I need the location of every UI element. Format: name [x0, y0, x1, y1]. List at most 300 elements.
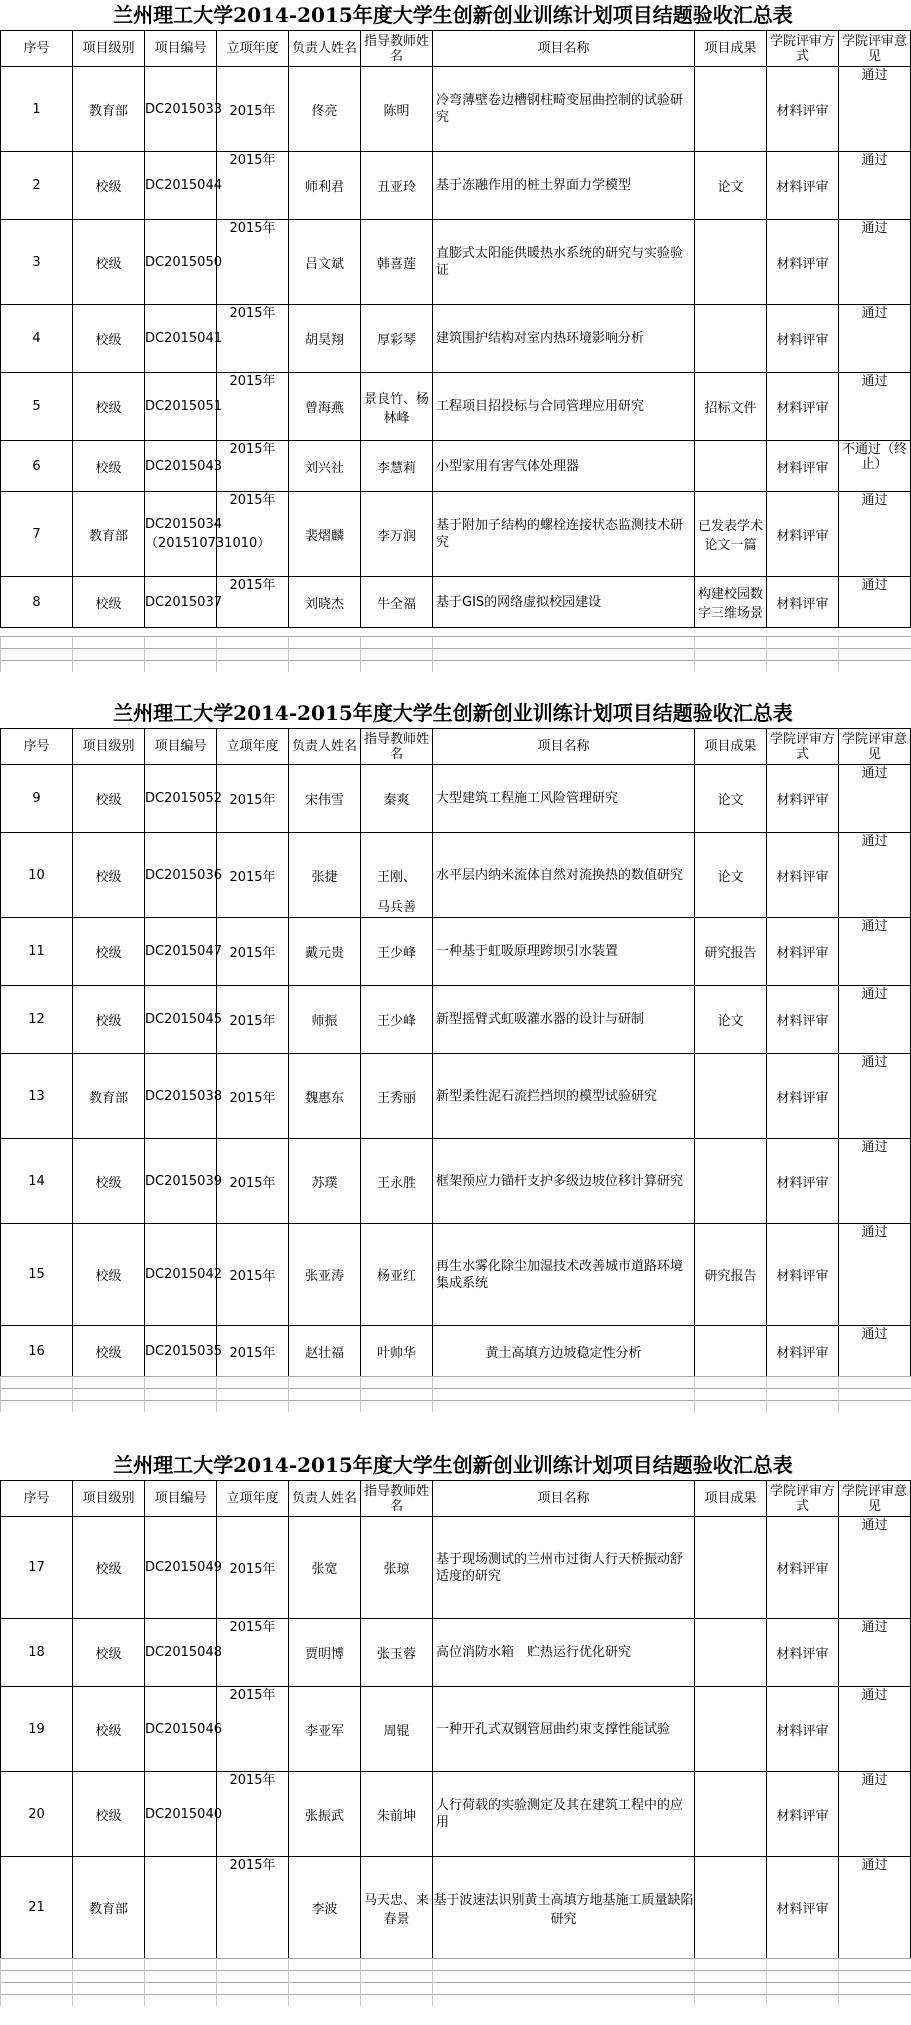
cell-level: [73, 1139, 145, 1224]
empty-cell: [289, 1983, 361, 1995]
name-text: 大型建筑工程施工风险管理研究: [436, 791, 619, 806]
cell-result: [695, 765, 767, 833]
empty-cell: [73, 1971, 145, 1983]
leader-text: 裴熠麟: [304, 528, 344, 544]
cell-result: [695, 1772, 767, 1857]
level-text: 校级: [95, 256, 122, 272]
advisor-text: 王少峰: [376, 946, 416, 961]
cell-no: [1, 152, 73, 220]
empty-cell: [73, 649, 145, 661]
cell-code: [145, 1772, 222, 1857]
cell-code: [145, 1326, 222, 1377]
cell-code: [145, 1857, 217, 1959]
column-header: 项目名称: [433, 31, 695, 67]
cell-no: [1, 305, 73, 373]
empty-cell: [839, 649, 911, 661]
empty-cell: [73, 1401, 145, 1413]
leader-text: 苏璞: [311, 1175, 338, 1191]
opinion-text: 通过: [861, 578, 888, 593]
no-text: 4: [32, 331, 41, 346]
level-text: 校级: [95, 1647, 122, 1662]
empty-cell: [767, 1983, 839, 1995]
cell-leader: [289, 1687, 361, 1772]
table-row: [1, 373, 911, 441]
empty-cell: [695, 1389, 767, 1401]
cell-leader: [289, 1224, 361, 1326]
empty-cell: [145, 1401, 217, 1413]
column-header: 项目名称: [433, 729, 695, 765]
cell-project-name: [433, 220, 695, 305]
cell-result: [695, 1326, 767, 1377]
cell-advisor: [361, 1054, 433, 1139]
level-text: 校级: [95, 1723, 122, 1739]
cell-year: [217, 918, 289, 986]
empty-cell: [839, 1389, 911, 1401]
name-text: 框架预应力锚杆支护多级边坡位移计算研究: [436, 1173, 684, 1189]
advisor-text: 张琼: [383, 1562, 410, 1577]
cell-year: [217, 67, 289, 152]
cell-project-name: [433, 1517, 695, 1619]
cell-opinion: [839, 1857, 911, 1959]
no-text: 16: [28, 1343, 45, 1359]
empty-cell: [1, 1389, 73, 1401]
column-header: 项目级别: [73, 1481, 145, 1517]
column-header: 立项年度: [217, 1481, 289, 1517]
empty-grid-rows: [0, 636, 911, 672]
method-text: 材料评审: [776, 1647, 829, 1662]
empty-cell: [289, 637, 361, 649]
cell-code: [145, 1619, 222, 1687]
cell-opinion: [839, 1517, 911, 1619]
cell-level: [73, 67, 145, 152]
leader-text: 胡昊翔: [304, 333, 344, 348]
level-text: 校级: [95, 333, 122, 348]
cell-level: [73, 1054, 145, 1139]
year-text: 2015年: [229, 442, 276, 457]
level-text: 校级: [95, 1014, 122, 1029]
leader-text: 曾海燕: [304, 401, 344, 416]
advisor-text: 牛全福: [376, 596, 416, 612]
empty-row: [1, 1377, 911, 1389]
cell-no: [1, 492, 73, 577]
opinion-text: 通过: [861, 1620, 888, 1635]
cell-code: [145, 918, 222, 986]
opinion-text: 通过: [861, 1688, 888, 1703]
cell-method: [767, 1619, 839, 1687]
column-header: 立项年度: [217, 729, 289, 765]
column-header: 项目编号: [145, 1481, 217, 1517]
code-text: DC2015044: [145, 178, 222, 193]
table-row: [1, 1687, 911, 1772]
year-text: 2015年: [229, 1014, 276, 1029]
method-text: 材料评审: [776, 1269, 829, 1284]
empty-cell: [217, 1995, 289, 2007]
empty-cell: [73, 1983, 145, 1995]
no-text: 12: [28, 1012, 45, 1027]
cell-project-name: [433, 305, 695, 373]
summary-table: [0, 30, 911, 628]
empty-row: [1, 649, 911, 661]
code-text: DC2015034（201510731010）: [145, 517, 271, 551]
empty-cell: [217, 1389, 289, 1401]
cell-opinion: [839, 918, 911, 986]
year-text: 2015年: [229, 1269, 276, 1284]
advisor-text: 厚彩琴: [376, 333, 416, 348]
advisor-text: 叶帅华: [376, 1345, 416, 1361]
level-text: 校级: [95, 1808, 122, 1824]
no-text: 21: [28, 1900, 45, 1915]
empty-cell: [217, 1377, 289, 1389]
empty-cell: [839, 1971, 911, 1983]
cell-no: [1, 833, 73, 918]
column-header: 项目成果: [695, 729, 767, 765]
empty-row: [1, 1389, 911, 1401]
table-row: [1, 986, 911, 1054]
opinion-text: 通过: [861, 1858, 888, 1873]
empty-grid-rows: [0, 1376, 911, 1412]
column-header: 序号: [1, 31, 73, 67]
header-row: [1, 729, 911, 765]
cell-year: [217, 833, 289, 918]
cell-year: [217, 1054, 289, 1139]
empty-cell: [839, 1959, 911, 1971]
name-text: 新型摇臂式虹吸灌水器的设计与研制: [436, 1012, 645, 1027]
table-row: [1, 765, 911, 833]
year-text: 2015年: [229, 1562, 276, 1577]
cell-method: [767, 1772, 839, 1857]
result-text: 研究报告: [704, 946, 757, 961]
opinion-text: 通过: [861, 1225, 888, 1240]
result-text: 论文: [717, 793, 744, 808]
cell-leader: [289, 305, 361, 373]
opinion-text: 通过: [861, 766, 888, 781]
column-header: 学院评审意见: [839, 729, 911, 765]
advisor-text: 王秀丽: [376, 1090, 416, 1106]
level-text: 校级: [95, 1175, 122, 1191]
empty-cell: [145, 661, 217, 673]
empty-cell: [767, 1959, 839, 1971]
advisor-text: 王永胜: [376, 1175, 416, 1191]
empty-cell: [1, 1971, 73, 1983]
name-text: 建筑围护结构对室内热环境影响分析: [436, 331, 645, 346]
method-text: 材料评审: [776, 528, 829, 544]
column-header: 项目名称: [433, 1481, 695, 1517]
code-text: DC2015046: [145, 1721, 222, 1737]
cell-advisor: [361, 1772, 433, 1857]
cell-result: [695, 1224, 767, 1326]
column-header: 序号: [1, 1481, 73, 1517]
name-text: 一种基于虹吸原理跨坝引水装置: [436, 944, 619, 959]
cell-method: [767, 1857, 839, 1959]
cell-result: [695, 577, 767, 628]
cell-year: [217, 1326, 289, 1377]
cell-method: [767, 577, 839, 628]
empty-cell: [361, 1959, 433, 1971]
empty-cell: [361, 1971, 433, 1983]
cell-result: [695, 220, 767, 305]
empty-cell: [217, 1401, 289, 1413]
method-text: 材料评审: [776, 103, 829, 119]
name-text: 人行荷载的实验测定及其在建筑工程中的应用: [436, 1798, 684, 1830]
cell-leader: [289, 765, 361, 833]
empty-cell: [145, 1959, 217, 1971]
level-text: 教育部: [88, 1090, 128, 1106]
method-text: 材料评审: [776, 793, 829, 808]
no-text: 5: [32, 399, 41, 414]
no-text: 11: [28, 944, 45, 959]
cell-result: [695, 833, 767, 918]
table-row: [1, 577, 911, 628]
table-row: [1, 1326, 911, 1377]
empty-cell: [1, 1959, 73, 1971]
cell-code: [145, 152, 222, 220]
cell-no: [1, 1517, 73, 1619]
cell-level: [73, 492, 145, 577]
name-text: 基于冻融作用的桩土界面力学模型: [436, 178, 632, 193]
cell-code: [145, 986, 222, 1054]
leader-text: 赵壮福: [304, 1345, 344, 1361]
cell-result: [695, 1857, 767, 1959]
name-text: 基于GIS的网络虚拟校园建设: [436, 594, 602, 610]
method-text: 材料评审: [776, 1562, 829, 1577]
leader-text: 师振: [311, 1014, 338, 1029]
cell-year: [217, 373, 289, 441]
empty-cell: [145, 637, 217, 649]
column-header: 学院评审方式: [767, 729, 839, 765]
opinion-text: 通过: [861, 221, 888, 236]
cell-code: [145, 373, 222, 441]
empty-cell: [767, 1995, 839, 2007]
no-text: 8: [32, 594, 41, 610]
cell-project-name: [433, 441, 695, 492]
cell-project-name: [433, 1326, 695, 1377]
column-header: 负责人姓名: [289, 31, 361, 67]
cell-advisor: [361, 1517, 433, 1619]
cell-level: [73, 305, 145, 373]
column-header: 项目成果: [695, 1481, 767, 1517]
cell-no: [1, 765, 73, 833]
method-text: 材料评审: [776, 256, 829, 272]
cell-method: [767, 1224, 839, 1326]
cell-advisor: [361, 152, 433, 220]
cell-leader: [289, 441, 361, 492]
name-text: 新型柔性泥石流拦挡坝的模型试验研究: [436, 1088, 658, 1104]
leader-text: 李亚军: [304, 1723, 344, 1739]
cell-result: [695, 986, 767, 1054]
opinion-text: 不通过（终止）: [841, 442, 907, 472]
leader-text: 吕文斌: [304, 256, 344, 272]
leader-text: 贾明博: [304, 1647, 344, 1662]
cell-advisor: [361, 67, 433, 152]
cell-code: [145, 305, 222, 373]
cell-leader: [289, 1326, 361, 1377]
cell-leader: [289, 1054, 361, 1139]
cell-advisor: [361, 373, 433, 441]
name-text: 基于附加子结构的螺栓连接状态监测技术研究: [436, 518, 684, 550]
leader-text: 魏惠东: [304, 1090, 344, 1106]
summary-table: [0, 728, 911, 1377]
cell-project-name: [433, 986, 695, 1054]
cell-level: [73, 1224, 145, 1326]
opinion-text: 通过: [861, 1327, 888, 1342]
empty-cell: [767, 1377, 839, 1389]
empty-cell: [1, 1983, 73, 1995]
code-text: DC2015041: [145, 331, 222, 346]
table-row: [1, 918, 911, 986]
cell-opinion: [839, 577, 911, 628]
cell-year: [217, 441, 289, 492]
method-text: 材料评审: [776, 1345, 829, 1361]
empty-cell: [217, 1971, 289, 1983]
cell-no: [1, 1687, 73, 1772]
table-row: [1, 1517, 911, 1619]
empty-cell: [361, 1995, 433, 2007]
year-text: 2015年: [229, 103, 276, 119]
advisor-text-2: 马兵善: [376, 900, 416, 915]
cell-opinion: [839, 1772, 911, 1857]
year-text: 2015年: [229, 1175, 276, 1191]
method-text: 材料评审: [776, 333, 829, 348]
cell-no: [1, 577, 73, 628]
cell-opinion: [839, 220, 911, 305]
method-text: 材料评审: [776, 460, 829, 476]
empty-cell: [289, 1995, 361, 2007]
opinion-text: 通过: [861, 919, 888, 934]
cell-year: [217, 1517, 289, 1619]
cell-leader: [289, 1517, 361, 1619]
cell-project-name: [433, 1054, 695, 1139]
empty-cell: [433, 1401, 695, 1413]
table-row: [1, 441, 911, 492]
table-row: [1, 1139, 911, 1224]
cell-no: [1, 220, 73, 305]
cell-no: [1, 1224, 73, 1326]
empty-cell: [361, 1389, 433, 1401]
result-text: 已发表学术论文一篇: [697, 519, 763, 553]
no-text: 17: [28, 1560, 45, 1575]
name-text: 高位消防水箱 贮热运行优化研究: [436, 1645, 632, 1660]
cell-no: [1, 918, 73, 986]
cell-opinion: [839, 1687, 911, 1772]
empty-cell: [695, 1959, 767, 1971]
table-row: [1, 1054, 911, 1139]
cell-no: [1, 1772, 73, 1857]
cell-advisor: [361, 305, 433, 373]
table-row: [1, 152, 911, 220]
cell-leader: [289, 1772, 361, 1857]
cell-method: [767, 220, 839, 305]
cell-method: [767, 67, 839, 152]
cell-method: [767, 441, 839, 492]
advisor-text: 陈明: [383, 103, 410, 119]
opinion-text: 通过: [861, 1518, 888, 1533]
method-text: 材料评审: [776, 1723, 829, 1739]
column-header: 负责人姓名: [289, 1481, 361, 1517]
summary-table: [0, 1480, 911, 1959]
code-text: DC2015039: [145, 1173, 222, 1189]
empty-cell: [767, 661, 839, 673]
advisor-text: 杨亚红: [376, 1269, 416, 1284]
cell-project-name: [433, 373, 695, 441]
opinion-text: 通过: [861, 493, 888, 508]
no-text: 9: [32, 791, 41, 806]
cell-opinion: [839, 152, 911, 220]
cell-code: [145, 1139, 222, 1224]
level-text: 教育部: [88, 1902, 128, 1917]
cell-code: [145, 220, 222, 305]
empty-cell: [839, 637, 911, 649]
no-text: 13: [28, 1088, 45, 1104]
empty-cell: [433, 1389, 695, 1401]
leader-text: 刘兴社: [304, 460, 344, 476]
level-text: 校级: [95, 946, 122, 961]
advisor-text: 周锟: [383, 1723, 410, 1739]
cell-no: [1, 1054, 73, 1139]
level-text: 校级: [95, 1562, 122, 1577]
empty-cell: [433, 1959, 695, 1971]
cell-advisor: [361, 577, 433, 628]
empty-cell: [361, 661, 433, 673]
advisor-text: 秦爽: [383, 793, 410, 808]
cell-project-name: [433, 577, 695, 628]
column-header: 项目编号: [145, 729, 217, 765]
name-text: 再生水雾化除尘加湿技术改善城市道路环境集成系统: [436, 1258, 684, 1291]
cell-method: [767, 1326, 839, 1377]
result-text: 构建校园数字三维场景: [697, 587, 763, 621]
cell-code: [145, 67, 222, 152]
year-text: 2015年: [229, 493, 276, 508]
cell-level: [73, 220, 145, 305]
cell-method: [767, 986, 839, 1054]
cell-level: [73, 1619, 145, 1687]
name-text: 基于波速法识别黄土高填方地基施工质量缺陷研究: [433, 1892, 694, 1927]
cell-no: [1, 1857, 73, 1959]
cell-code: [145, 1687, 222, 1772]
empty-cell: [433, 661, 695, 673]
column-header: 项目成果: [695, 31, 767, 67]
year-text: 2015年: [229, 578, 276, 593]
opinion-text: 通过: [861, 1140, 888, 1155]
cell-method: [767, 1139, 839, 1224]
empty-cell: [433, 1995, 695, 2007]
table-row: [1, 1772, 911, 1857]
cell-leader: [289, 373, 361, 441]
table-row: [1, 220, 911, 305]
empty-cell: [695, 1401, 767, 1413]
empty-cell: [839, 1983, 911, 1995]
empty-cell: [1, 1995, 73, 2007]
cell-code: [145, 441, 222, 492]
year-text: 2015年: [229, 306, 276, 321]
empty-cell: [695, 1377, 767, 1389]
cell-opinion: [839, 492, 911, 577]
column-header: 学院评审方式: [767, 31, 839, 67]
no-text: 7: [32, 526, 41, 542]
empty-cell: [839, 1995, 911, 2007]
empty-row: [1, 1995, 911, 2007]
cell-advisor: [361, 986, 433, 1054]
column-header: 项目编号: [145, 31, 217, 67]
cell-year: [217, 220, 289, 305]
advisor-text: 丑亚玲: [376, 180, 416, 195]
empty-row: [1, 1401, 911, 1413]
column-header: 序号: [1, 729, 73, 765]
method-text: 材料评审: [776, 1014, 829, 1029]
cell-method: [767, 1054, 839, 1139]
no-text: 15: [28, 1267, 45, 1282]
cell-method: [767, 1517, 839, 1619]
empty-cell: [1, 1401, 73, 1413]
